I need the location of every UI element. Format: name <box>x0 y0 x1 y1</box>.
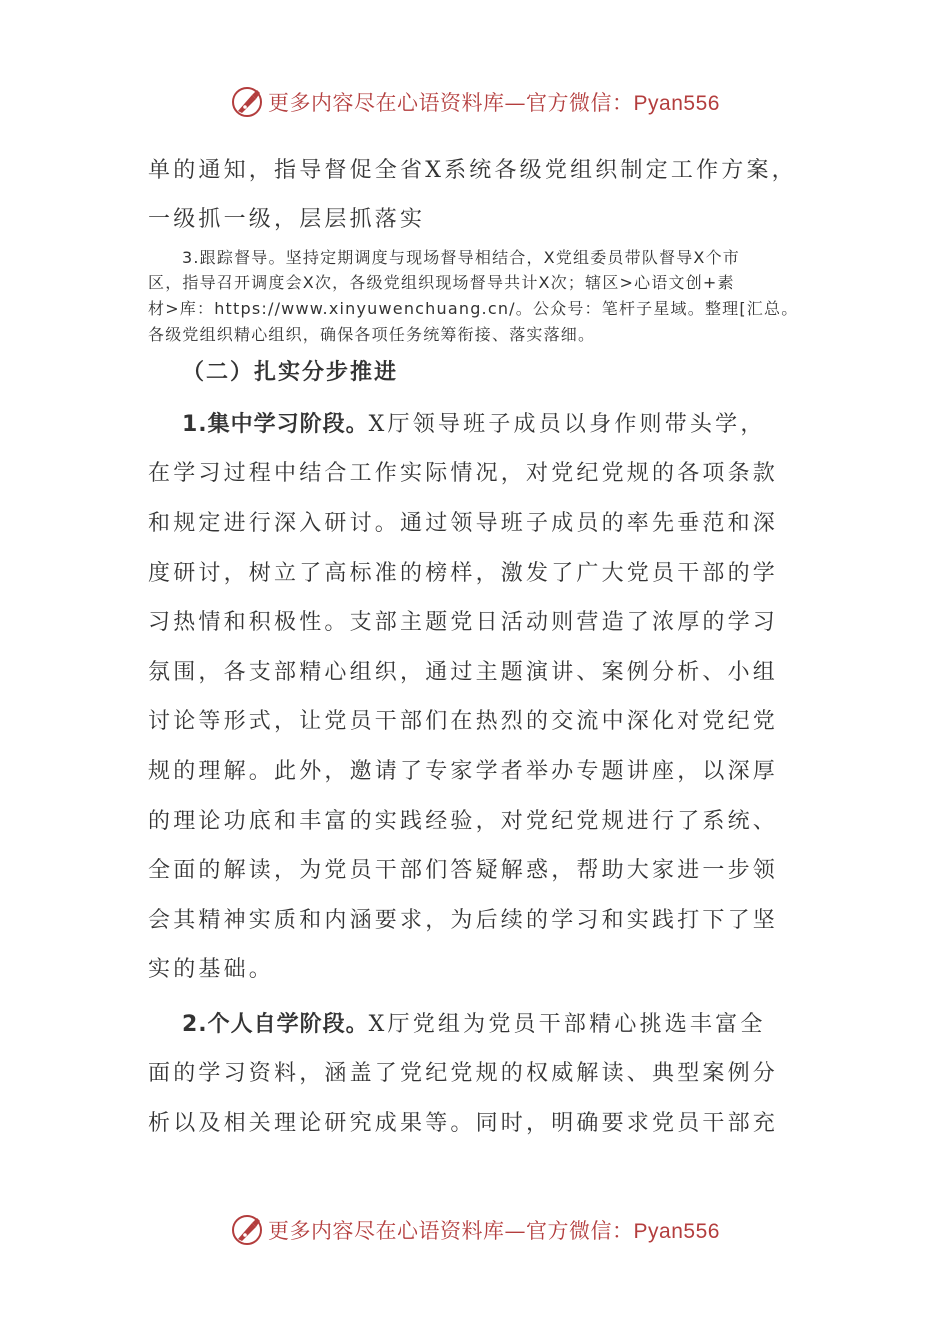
body-line: 析以及相关理论研究成果等。同时，明确要求党员干部充 <box>148 1111 779 1136</box>
section-lead: 1.集中学习阶段。 <box>182 412 369 437</box>
body-line <box>182 410 812 440</box>
body-line: 习热情和积极性。支部主题党日活动则营造了浓厚的学习 <box>148 610 779 635</box>
body-line: 氛围，各支部精心组织，通过主题演讲、案例分析、小组 <box>148 660 779 685</box>
body-line: 规的理解。此外，邀请了专家学者举办专题讲座，以深厚 <box>148 759 779 784</box>
small-line: 3.跟踪督导。坚持定期调度与现场督导相结合，X党组委员带队督导X个市 <box>182 248 740 267</box>
body-line: 讨论等形式，让党员干部们在热烈的交流中深化对党纪党 <box>148 709 779 734</box>
wechat-id: Pyan556 <box>633 1220 720 1243</box>
body-line: 单的通知，指导督促全省X系统各级党组织制定工作方案， <box>148 158 797 183</box>
banner-main-text: 更多内容尽在心语资料库—官方微信： <box>268 1219 634 1243</box>
banner-text <box>268 87 720 117</box>
section-heading: （二）扎实分步推进 <box>182 360 399 385</box>
body-line: 的理论功底和丰富的实践经验，对党纪党规进行了系统、 <box>148 809 779 834</box>
body-line: 实的基础。 <box>148 957 275 982</box>
section-lead: 2.个人自学阶段。 <box>182 1012 369 1037</box>
pen-nib-icon <box>230 1213 264 1247</box>
body-line: 度研讨，树立了高标准的榜样，激发了广大党员干部的学 <box>148 561 779 586</box>
banner-main-text: 更多内容尽在心语资料库—官方微信： <box>268 91 634 115</box>
body-text: X厅领导班子成员以身作则带头学， <box>368 412 766 437</box>
footer-banner <box>0 1208 950 1252</box>
small-line: 各级党组织精心组织，确保各项任务统筹衔接、落实落细。 <box>148 325 596 344</box>
body-line: 会其精神实质和内涵要求，为后续的学习和实践打下了坚 <box>148 908 779 933</box>
banner-text <box>268 1215 720 1245</box>
body-text: X厅党组为党员干部精心挑选丰富全 <box>368 1012 766 1037</box>
body-line: 在学习过程中结合工作实际情况，对党纪党规的各项条款 <box>148 461 779 486</box>
body-line: 全面的解读，为党员干部们答疑解惑，帮助大家进一步领 <box>148 858 779 883</box>
small-line: 区，指导召开调度会X次，各级党组织现场督导共计X次；辖区>心语文创+素 <box>148 273 735 292</box>
body-line: 一级抓一级，层层抓落实 <box>148 207 426 232</box>
pen-nib-icon <box>230 85 264 119</box>
body-line: 面的学习资料，涵盖了党纪党规的权威解读、典型案例分 <box>148 1061 779 1086</box>
body-line <box>182 1010 812 1040</box>
body-line: 和规定进行深入研讨。通过领导班子成员的率先垂范和深 <box>148 511 779 536</box>
wechat-id: Pyan556 <box>633 92 720 115</box>
header-banner <box>0 80 950 124</box>
small-line: 材>库：https://www.xinyuwenchuang.cn/。公众号：笔杆子星域。整理[汇总。 <box>148 299 799 318</box>
